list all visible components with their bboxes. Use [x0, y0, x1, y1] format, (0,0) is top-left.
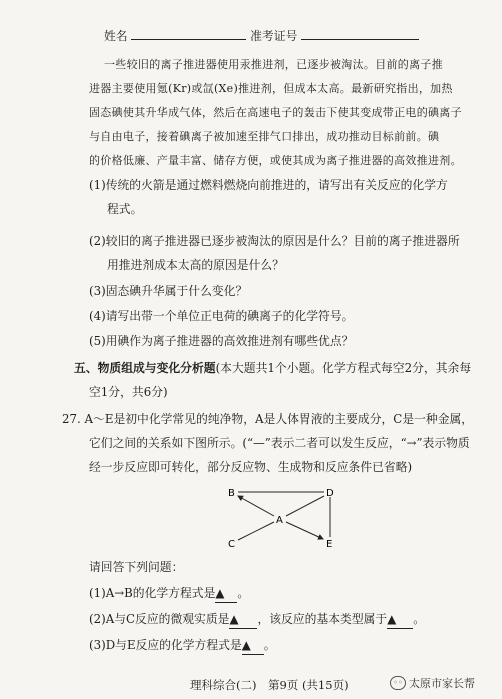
answer-intro: 请回答下列问题：: [89, 560, 184, 574]
question-1-line-1: (1)传统的火箭是通过燃料燃烧向前推进的，请写出有关反应的化学方: [89, 178, 448, 192]
sub-question-1-end: 。: [237, 586, 250, 600]
placeholder-triangle-icon: ▲: [215, 586, 225, 600]
answer-blank-1[interactable]: [215, 584, 237, 603]
sub-question-3-end: 。: [263, 638, 276, 652]
question-27-line-3: 经一步反应即可转化，部分反应物、生成物和反应条件已省略): [89, 460, 413, 474]
question-5: (5)用碘作为离子推进器的高效推进剂有哪些优点？: [89, 334, 354, 348]
passage-line-4: 与自由电子，接着碘离子被加速至排气口排出，成功推动目标前前。碘: [89, 130, 440, 143]
sub-question-1: [89, 584, 249, 603]
node-a: A: [276, 515, 283, 526]
question-3: (3)固态碘升华属于什么变化？: [89, 284, 248, 298]
placeholder-triangle-icon: ▲: [387, 612, 397, 626]
exam-no-label: 准考证号: [250, 29, 298, 43]
question-4: (4)请写出带一个单位正电荷的碘离子的化学符号。: [89, 309, 354, 323]
question-2-line-2: 用推进剂成本太高的原因是什么？: [107, 258, 284, 272]
header-row: [104, 27, 419, 45]
question-1-line-2: 程式。: [107, 202, 143, 216]
answer-blank-2[interactable]: [229, 610, 257, 629]
node-c: C: [228, 539, 235, 550]
passage-line-5: 的价格低廉、产量丰富、储存方便，或使其成为离子推进器的高效推进剂。: [89, 154, 462, 167]
node-b: B: [228, 488, 235, 499]
question-27-line-1: 27. A～E是初中化学常见的纯净物，A是人体胃液的主要成分，C是一种金属，: [62, 412, 474, 426]
section-5-desc: (本大题共1个小题。化学方程式每空2分，其余每: [215, 361, 472, 375]
arrow-a-e: [286, 522, 323, 539]
answer-blank-4[interactable]: [242, 636, 264, 655]
sub-question-2-end: 。: [413, 612, 426, 626]
name-label: 姓名: [104, 29, 128, 43]
line-a-c: [238, 522, 274, 540]
watermark-text: 太原市家长帮: [409, 677, 475, 690]
question-27-line-2: 它们之间的关系如下图所示。(“—”表示二者可以发生反应，“→”表示物质: [89, 436, 470, 450]
section-5-heading: [74, 359, 471, 377]
sub-question-1-text: (1)A→B的化学方程式是: [89, 586, 216, 600]
answer-blank-3[interactable]: [387, 610, 413, 629]
placeholder-triangle-icon: ▲: [241, 638, 251, 652]
name-blank: [131, 27, 246, 40]
line-a-d: [286, 496, 324, 516]
passage-line-2: 进器主要使用氪(Kr)或氙(Xe)推进剂，但成本太高。最新研究指出，加热: [89, 82, 453, 95]
page-footer: 理科综合(二) 第9页 (共15页): [190, 678, 349, 692]
relation-diagram: [210, 482, 350, 552]
sub-question-2: [89, 610, 425, 629]
node-d: D: [326, 488, 334, 499]
placeholder-triangle-icon: ▲: [229, 612, 239, 626]
passage-line-1: 一些较旧的离子推进器使用汞推进剂，已逐步被淘汰。目前的离子推: [104, 58, 443, 71]
sub-question-2-text: (2)A与C反应的微观实质是: [89, 612, 230, 626]
exam-no-blank: [301, 27, 419, 40]
section-5-title: 五、物质组成与变化分析题: [74, 361, 216, 375]
wechat-icon: ◦◦: [390, 676, 406, 690]
node-e: E: [326, 539, 333, 550]
sub-question-3-text: (3)D与E反应的化学方程式是: [89, 638, 242, 652]
question-2-line-1: (2)较旧的离子推进器已逐步被淘汰的原因是什么？目前的离子推进器所: [89, 234, 460, 248]
arrow-a-b: [238, 496, 274, 516]
sub-question-3: [89, 636, 276, 655]
sub-question-2-mid: ，该反应的基本类型属于: [257, 612, 388, 626]
passage-line-3: 固态碘使其升华成气体，然后在高速电子的轰击下使其变成带正电的碘离子: [89, 106, 462, 119]
watermark: [390, 675, 475, 691]
section-5-desc-line-2: 空1分，共6分): [89, 385, 168, 399]
